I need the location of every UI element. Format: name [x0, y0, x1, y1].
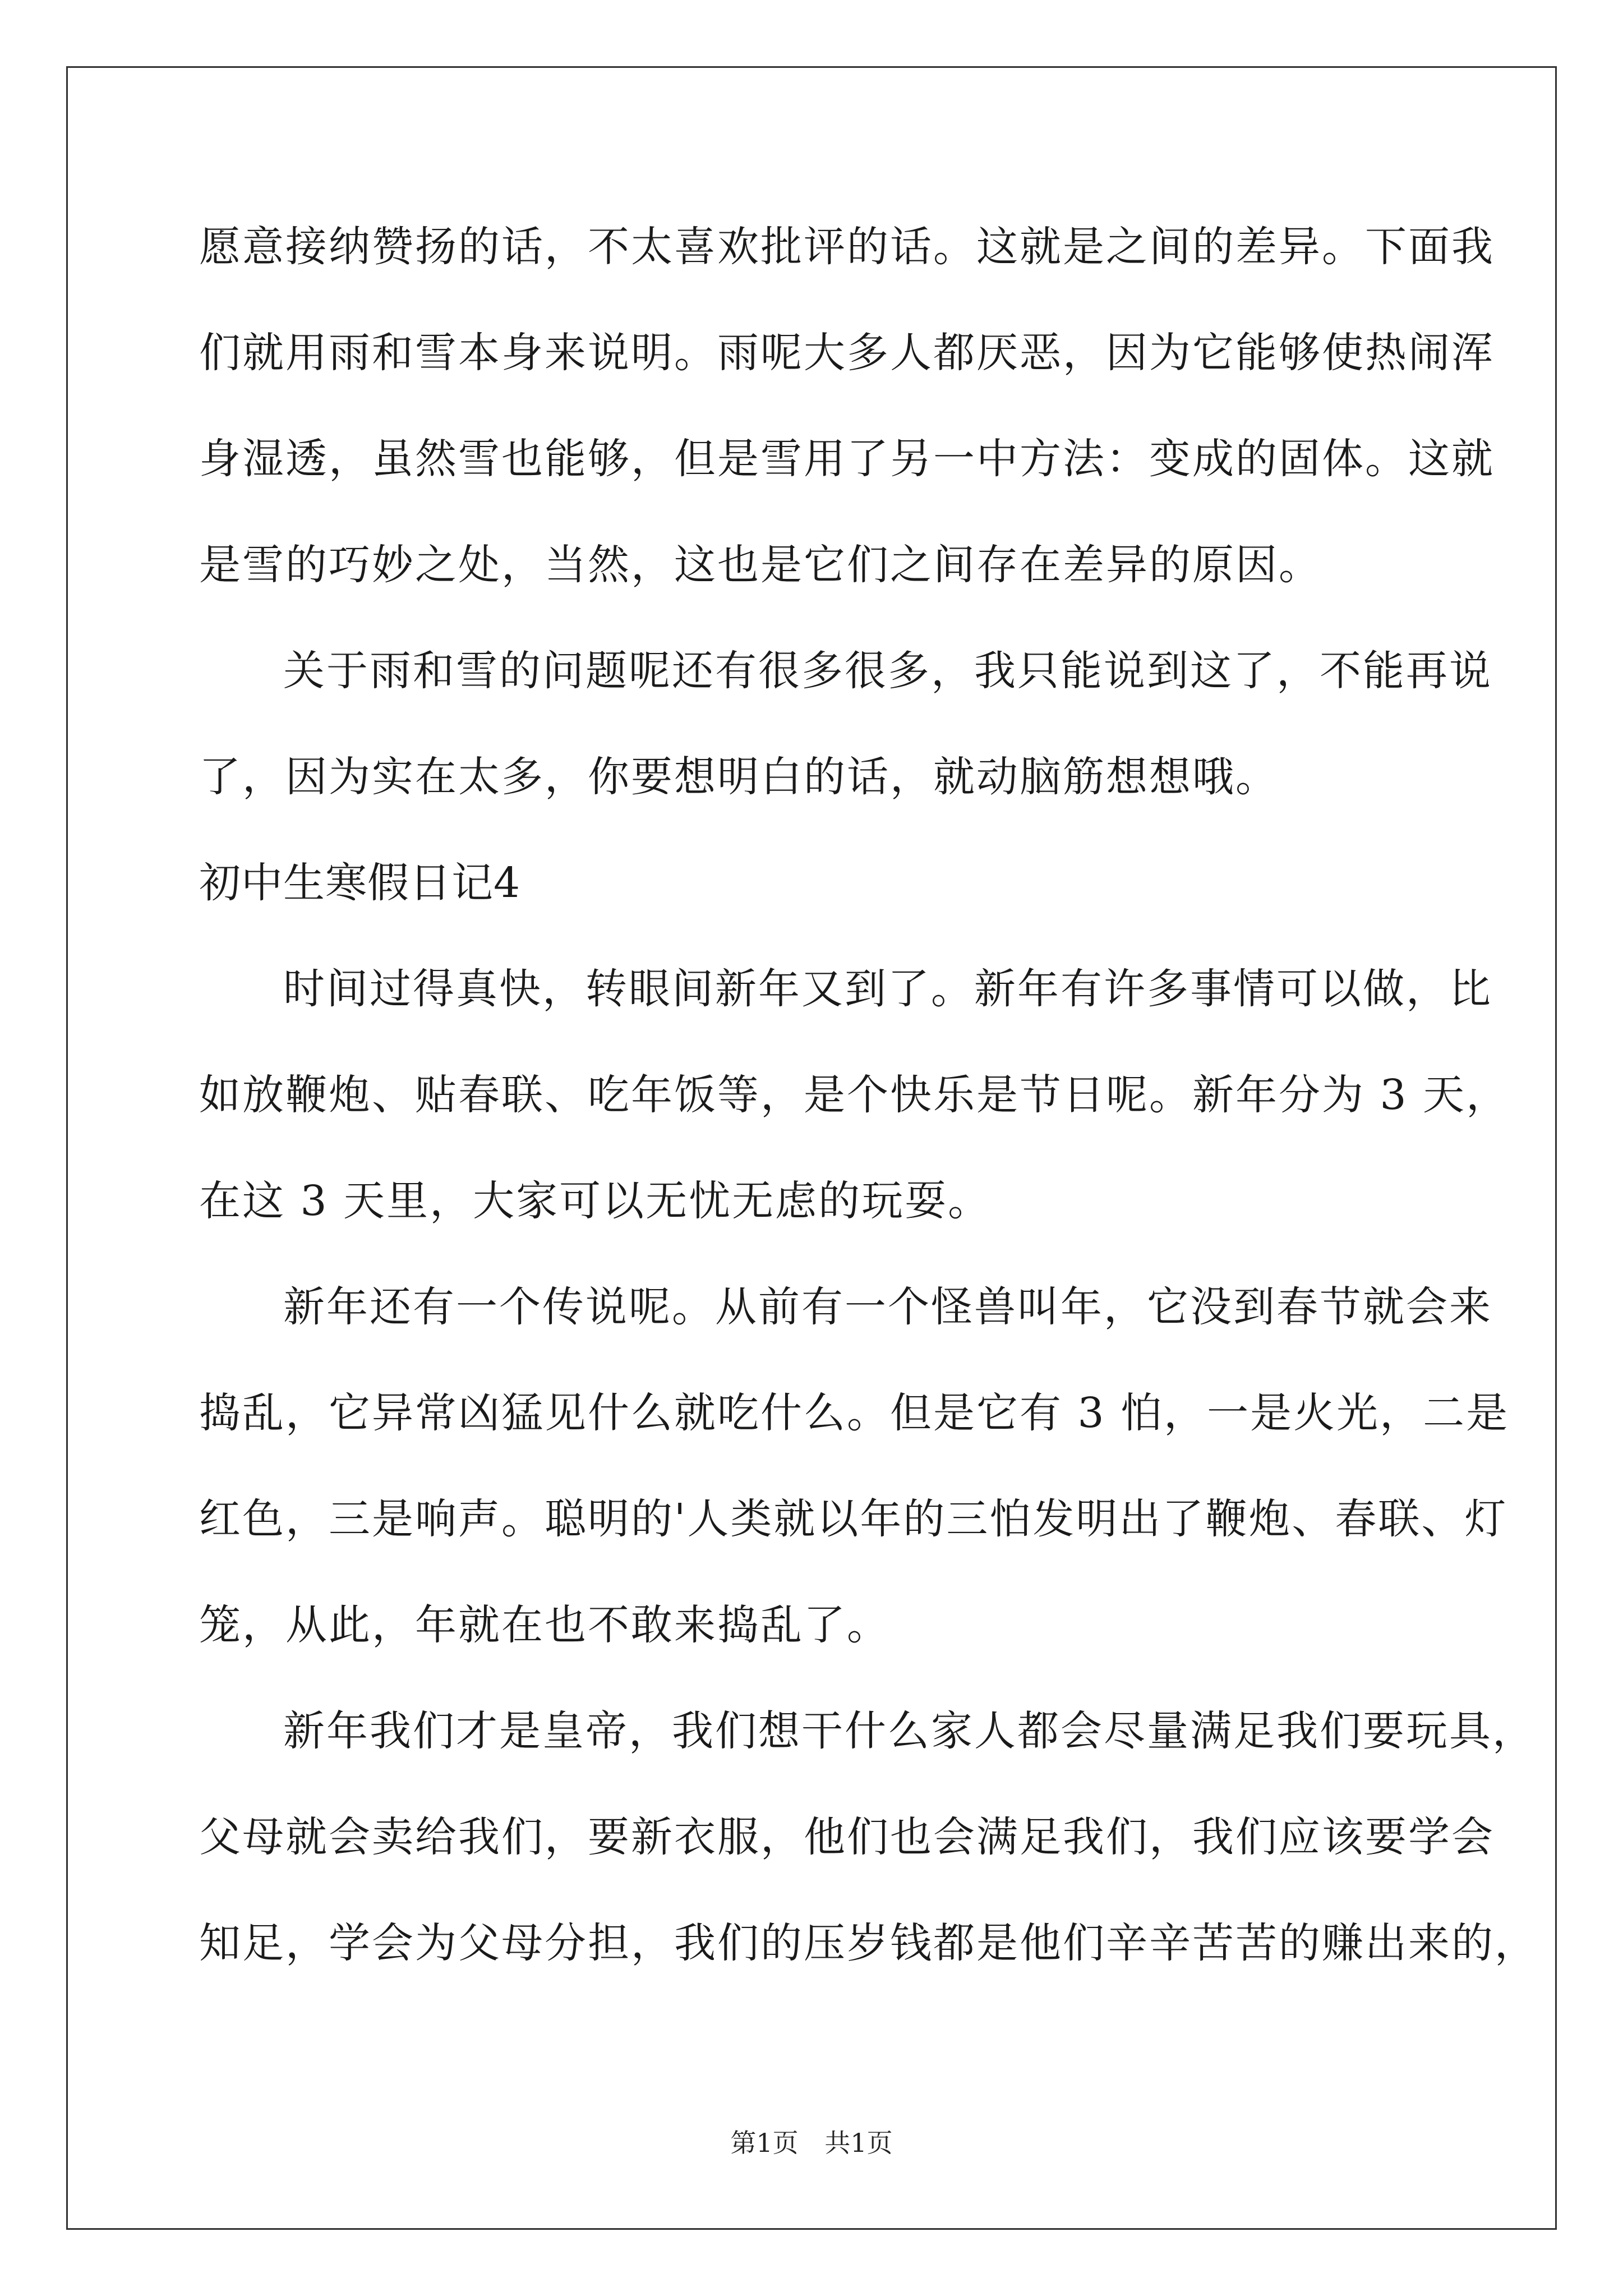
text-line: 们就用雨和雪本身来说明。雨呢大多人都厌恶，因为它能够使热闹浑	[199, 329, 1495, 377]
text-line: 父母就会卖给我们，要新衣服，他们也会满足我们，我们应该要学会	[199, 1813, 1495, 1861]
text-line: 如放鞭炮、贴春联、吃年饭等，是个快乐是节日呢。新年分为 3 天，	[199, 1071, 1510, 1119]
text-line: 新年我们才是皇帝，我们想干什么家人都会尽量满足我们要玩具，	[283, 1707, 1536, 1755]
text-line: 笼，从此，年就在也不敢来捣乱了。	[199, 1601, 890, 1649]
text-line: 新年还有一个传说呢。从前有一个怪兽叫年，它没到春节就会来	[283, 1283, 1492, 1331]
text-line: 了，因为实在太多，你要想明白的话，就动脑筋想想哦。	[199, 753, 1279, 801]
page-number: 第1页	[730, 2128, 799, 2158]
text-line: 身湿透，虽然雪也能够，但是雪用了另一中方法：变成的固体。这就	[199, 435, 1495, 483]
text-line: 关于雨和雪的问题呢还有很多很多，我只能说到这了，不能再说	[283, 647, 1492, 695]
text-line: 时间过得真快，转眼间新年又到了。新年有许多事情可以做，比	[283, 965, 1492, 1013]
page-total: 共1页	[824, 2128, 893, 2158]
text-line: 知足，学会为父母分担，我们的压岁钱都是他们辛辛苦苦的赚出来的，	[199, 1919, 1538, 1967]
page-footer	[0, 2126, 1623, 2160]
text-line: 捣乱，它异常凶猛见什么就吃什么。但是它有 3 怕，一是火光，二是	[199, 1389, 1510, 1437]
text-line: 愿意接纳赞扬的话，不太喜欢批评的话。这就是之间的差异。下面我	[199, 223, 1495, 271]
document-body	[199, 213, 1538, 2016]
text-line: 红色，三是响声。聪明的'人类就以年的三怕发明出了鞭炮、春联、灯	[199, 1495, 1508, 1543]
section-heading: 初中生寒假日记4	[199, 859, 521, 907]
text-line: 是雪的巧妙之处，当然，这也是它们之间存在差异的原因。	[199, 541, 1322, 589]
text-line: 在这 3 天里，大家可以无忧无虑的玩耍。	[199, 1177, 992, 1225]
